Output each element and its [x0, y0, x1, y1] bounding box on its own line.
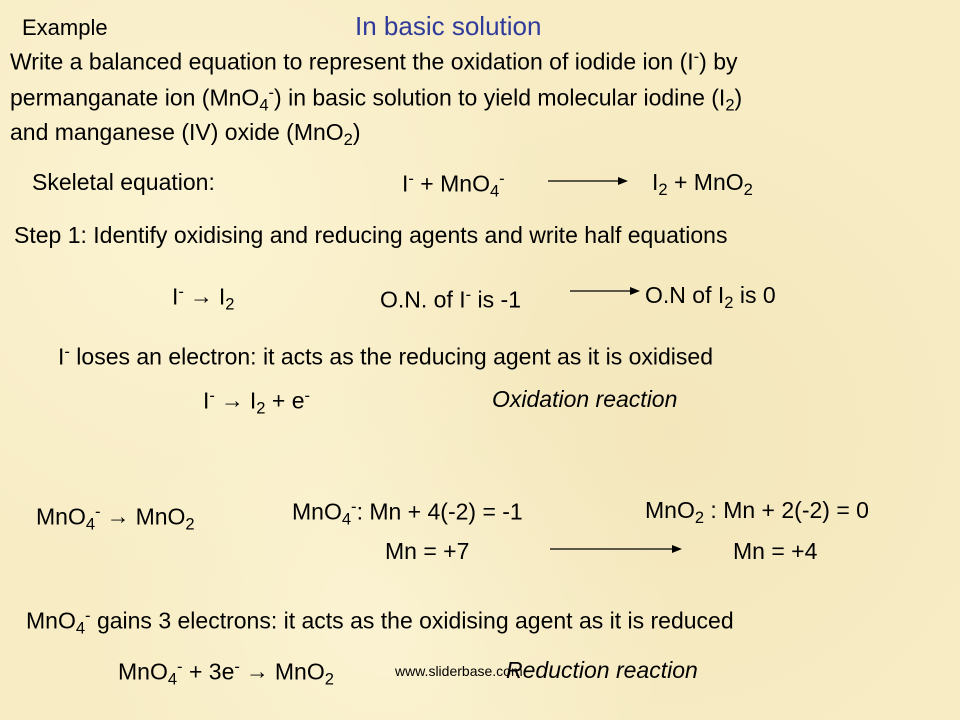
reaction-arrow-icon: →	[245, 658, 269, 685]
mn-right-value: Mn = +4	[733, 538, 818, 564]
permanganate-statement: MnO$_4$- gains 3 electrons: it acts as the oxidising agent as it is reduced	[26, 606, 734, 638]
slide-title: In basic solution	[355, 11, 542, 41]
watermark: www.sliderbase.com	[395, 663, 523, 679]
iodide-statement: I- loses an electron: it acts as the reducing agent as it is oxidised	[58, 342, 713, 370]
skeletal-rhs: $I_2 + MnO_2$	[652, 169, 753, 199]
permanganate-half-equation: MnO$_4$- → MnO$_2$	[36, 502, 195, 534]
reaction-arrow-icon: →	[106, 503, 130, 530]
step-1-heading: Step 1: Identify oxidising and reducing agents and write half equations	[14, 222, 728, 248]
mn-left-value: Mn = +7	[385, 538, 470, 564]
iodide-on-left: O.N. of I- is -1	[380, 285, 521, 313]
iodide-half-equation: $I^- \to I_2$	[172, 282, 235, 314]
skeletal-arrow-icon	[548, 171, 628, 191]
oxidation-equation: $I^- \to I_2 + e^-$	[203, 386, 311, 418]
skeletal-label: Skeletal equation:	[32, 169, 215, 195]
reaction-arrow-icon: →	[220, 387, 244, 414]
skeletal-lhs: I- + MnO$_4$-	[402, 169, 505, 201]
permanganate-calc-1: MnO$_4$-: Mn + 4(-2) = -1	[292, 497, 523, 529]
problem-line-3: and manganese (IV) oxide (MnO$_2$)	[10, 119, 361, 149]
reaction-arrow-icon: →	[189, 283, 213, 310]
mn-arrow-icon	[550, 539, 682, 559]
example-label: Example	[22, 15, 108, 40]
permanganate-calc-2: MnO$_2$ : Mn + 2(-2) = 0	[645, 497, 869, 527]
iodide-on-right: O.N of $I_2$ is 0	[645, 282, 776, 312]
problem-line-2: permanganate ion (MnO$_4$-) in basic solution to yield molecular iodine $(I_2)$	[10, 83, 743, 115]
iodide-on-arrow-icon	[570, 281, 640, 301]
reduction-label: Reduction reaction	[506, 657, 698, 683]
reduction-equation: MnO$_4$- + 3e- → MnO$_2$	[118, 657, 334, 689]
oxidation-label: Oxidation reaction	[492, 386, 678, 412]
problem-line-1: Write a balanced equation to represent the oxidation of iodide ion (I-) by	[10, 47, 738, 75]
